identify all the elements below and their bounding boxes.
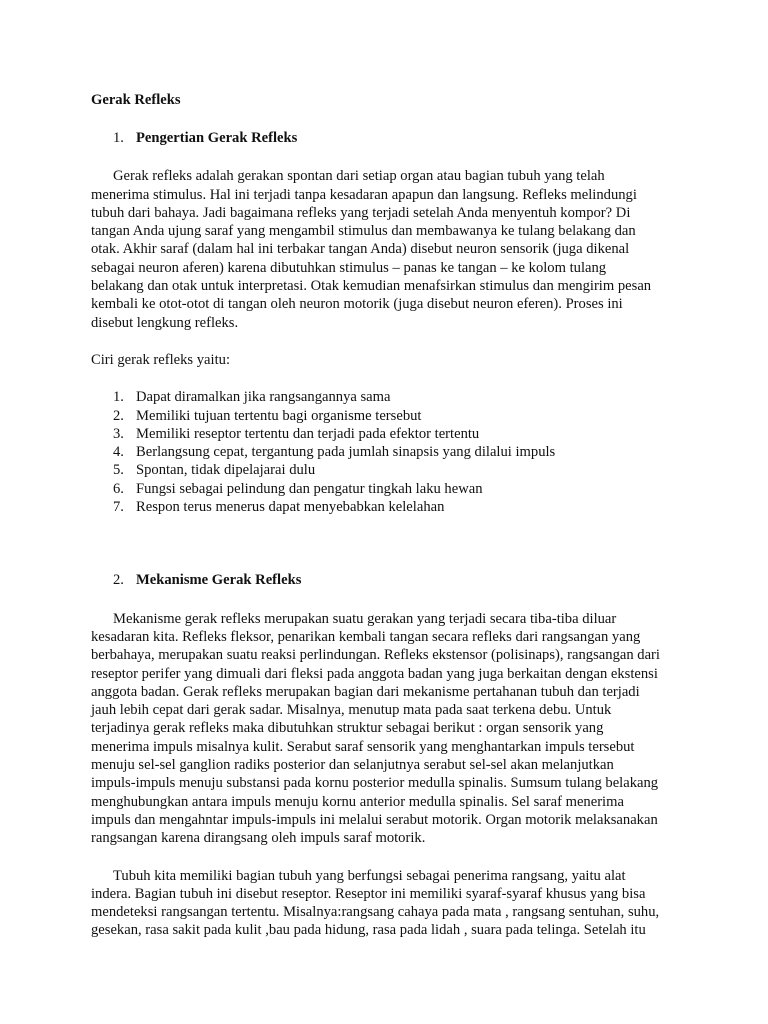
paragraph-line: jauh lebih cepat dari gerak sadar. Misalnya, menutup mata pada saat terkena debu. Untuk <box>91 702 612 719</box>
paragraph-line: anggota badan. Gerak refleks merupakan bagian dari mekanisme pertahanan tubuh dan terjadi <box>91 683 640 700</box>
section-2-paragraph-2 <box>91 867 691 940</box>
paragraph-line: kesadaran kita. Refleks fleksor, penarikan kembali tangan secara refleks dari rangsangan yang <box>91 628 641 645</box>
characteristics-list <box>91 388 691 516</box>
paragraph-line: rangsangan karena dirangsang oleh impuls saraf motorik. <box>91 830 426 847</box>
list-item-text: Dapat diramalkan jika rangsangannya sama <box>136 389 391 406</box>
paragraph-line: Tubuh kita memiliki bagian tubuh yang berfungsi sebagai penerima rangsang, yaitu alat <box>113 867 626 884</box>
list-item-text: Berlangsung cepat, tergantung pada jumlah sinapsis yang dilalui impuls <box>136 444 556 461</box>
list-item-number: 1. <box>113 389 124 406</box>
paragraph-line: reseptor perifer yang dimuali dari fleksi pada anggota badan yang juga berkaitan dengan ekstensi <box>91 665 658 682</box>
section-1-heading <box>91 129 691 147</box>
section-1-title: Pengertian Gerak Refleks <box>136 130 298 146</box>
list-item <box>91 407 691 425</box>
list-item-text: Fungsi sebagai pelindung dan pengatur tingkah laku hewan <box>136 480 483 497</box>
paragraph-line: sebagai neuron aferen) karena dibutuhkan stimulus – panas ke tangan – ke kolom tulang <box>91 259 607 276</box>
paragraph-line: menerima impuls misalnya kulit. Serabut saraf sensorik yang menghantarkan impuls tersebut <box>91 738 635 755</box>
paragraph-line: Gerak refleks adalah gerakan spontan dari setiap organ atau bagian tubuh yang telah <box>113 168 605 185</box>
paragraph-line: indera. Bagian tubuh ini disebut reseptor. Reseptor ini memiliki syaraf-syaraf khusus yang bisa <box>91 885 646 902</box>
section-2-title: Mekanisme Gerak Refleks <box>136 572 302 589</box>
paragraph-line: tubuh dari bahaya. Jadi bagaimana refleks yang terjadi setelah Anda menyentuh kompor? Di <box>91 204 631 221</box>
list-item-number: 2. <box>113 407 124 424</box>
list-item-text: Respon terus menerus dapat menyebabkan kelelahan <box>136 499 445 516</box>
list-item <box>91 498 691 516</box>
spacer <box>91 332 691 351</box>
section-2-number: 2. <box>113 572 124 589</box>
section-1-paragraph <box>91 167 691 332</box>
list-item-number: 5. <box>113 462 124 479</box>
paragraph-line: belakang dan otak untuk interpretasi. Otak kemudian menafsirkan stimulus dan mengirim pesan <box>91 278 652 295</box>
paragraph-line: Mekanisme gerak refleks merupakan suatu gerakan yang terjadi secara tiba-tiba diluar <box>113 610 617 627</box>
paragraph-line: menerima stimulus. Hal ini terjadi tanpa kesadaran apapun dan langsung. Refleks melindungi <box>91 186 637 203</box>
spacer <box>91 147 691 167</box>
spacer <box>91 590 691 610</box>
list-item <box>91 443 691 461</box>
list-item-text: Spontan, tidak dipelajarai dulu <box>136 462 316 479</box>
spacer <box>91 848 691 867</box>
paragraph-line: berbahaya, merupakan suatu reaksi perlindungan. Refleks ekstensor (polisinaps), rangsangan dari <box>91 647 660 664</box>
paragraph-line: impuls-impuls menuju substansi pada kornu posterior medulla spinalis. Sumsum tulang belakang <box>91 775 659 792</box>
list-item-number: 3. <box>113 425 124 442</box>
paragraph-line: disebut lengkung refleks. <box>91 314 239 331</box>
list-item-text: Memiliki reseptor tertentu dan terjadi pada efektor tertentu <box>136 425 480 442</box>
list-item <box>91 461 691 479</box>
section-1-number: 1. <box>113 130 124 146</box>
spacer <box>91 111 691 129</box>
paragraph-line: menuju sel-sel ganglion radiks posterior dan selanjutnya serabut sel-sel akan melanjutkan <box>91 757 614 774</box>
paragraph-line: impuls dan mengahntar impuls-impuls ini melalui serabut motorik. Organ motorik melaksanakan <box>91 811 658 828</box>
list-item-number: 7. <box>113 499 124 516</box>
section-2-heading <box>91 571 691 589</box>
document-title: Gerak Refleks <box>91 92 181 108</box>
list-item <box>91 480 691 498</box>
paragraph-line: kembali ke otot-otot di tangan oleh neuron motorik (juga disebut neuron eferen). Proses ini <box>91 296 623 313</box>
list-item-number: 4. <box>113 444 124 461</box>
list-item <box>91 425 691 443</box>
list-item-text: Memiliki tujuan tertentu bagi organisme tersebut <box>136 407 422 424</box>
paragraph-line: gesekan, rasa sakit pada kulit ,bau pada hidung, rasa pada lidah , suara pada telinga. Setelah itu <box>91 922 646 939</box>
section-2-paragraph-1 <box>91 610 691 848</box>
list-item-number: 6. <box>113 480 124 497</box>
paragraph-line: otak. Akhir saraf (dalam hal ini terbakar tangan Anda) disebut neuron sensorik (juga dikenal <box>91 241 630 258</box>
paragraph-line: terjadinya gerak refleks maka dibutuhkan struktur sebagai berikut : organ sensorik yang <box>91 720 604 737</box>
document-page <box>91 91 691 940</box>
list-intro: Ciri gerak refleks yaitu: <box>91 351 230 368</box>
spacer <box>91 516 691 571</box>
paragraph-line: menghubungkan antara impuls menuju kornu anterior medulla spinalis. Sel saraf menerima <box>91 793 624 810</box>
paragraph-line: tangan Anda ujung saraf yang mengambil stimulus dan membawanya ke tulang belakang dan <box>91 223 636 240</box>
list-item <box>91 388 691 406</box>
paragraph-line: mendeteksi rangsangan tertentu. Misalnya:rangsang cahaya pada mata , rangsang sentuhan, suhu, <box>91 904 660 921</box>
spacer <box>91 369 691 388</box>
